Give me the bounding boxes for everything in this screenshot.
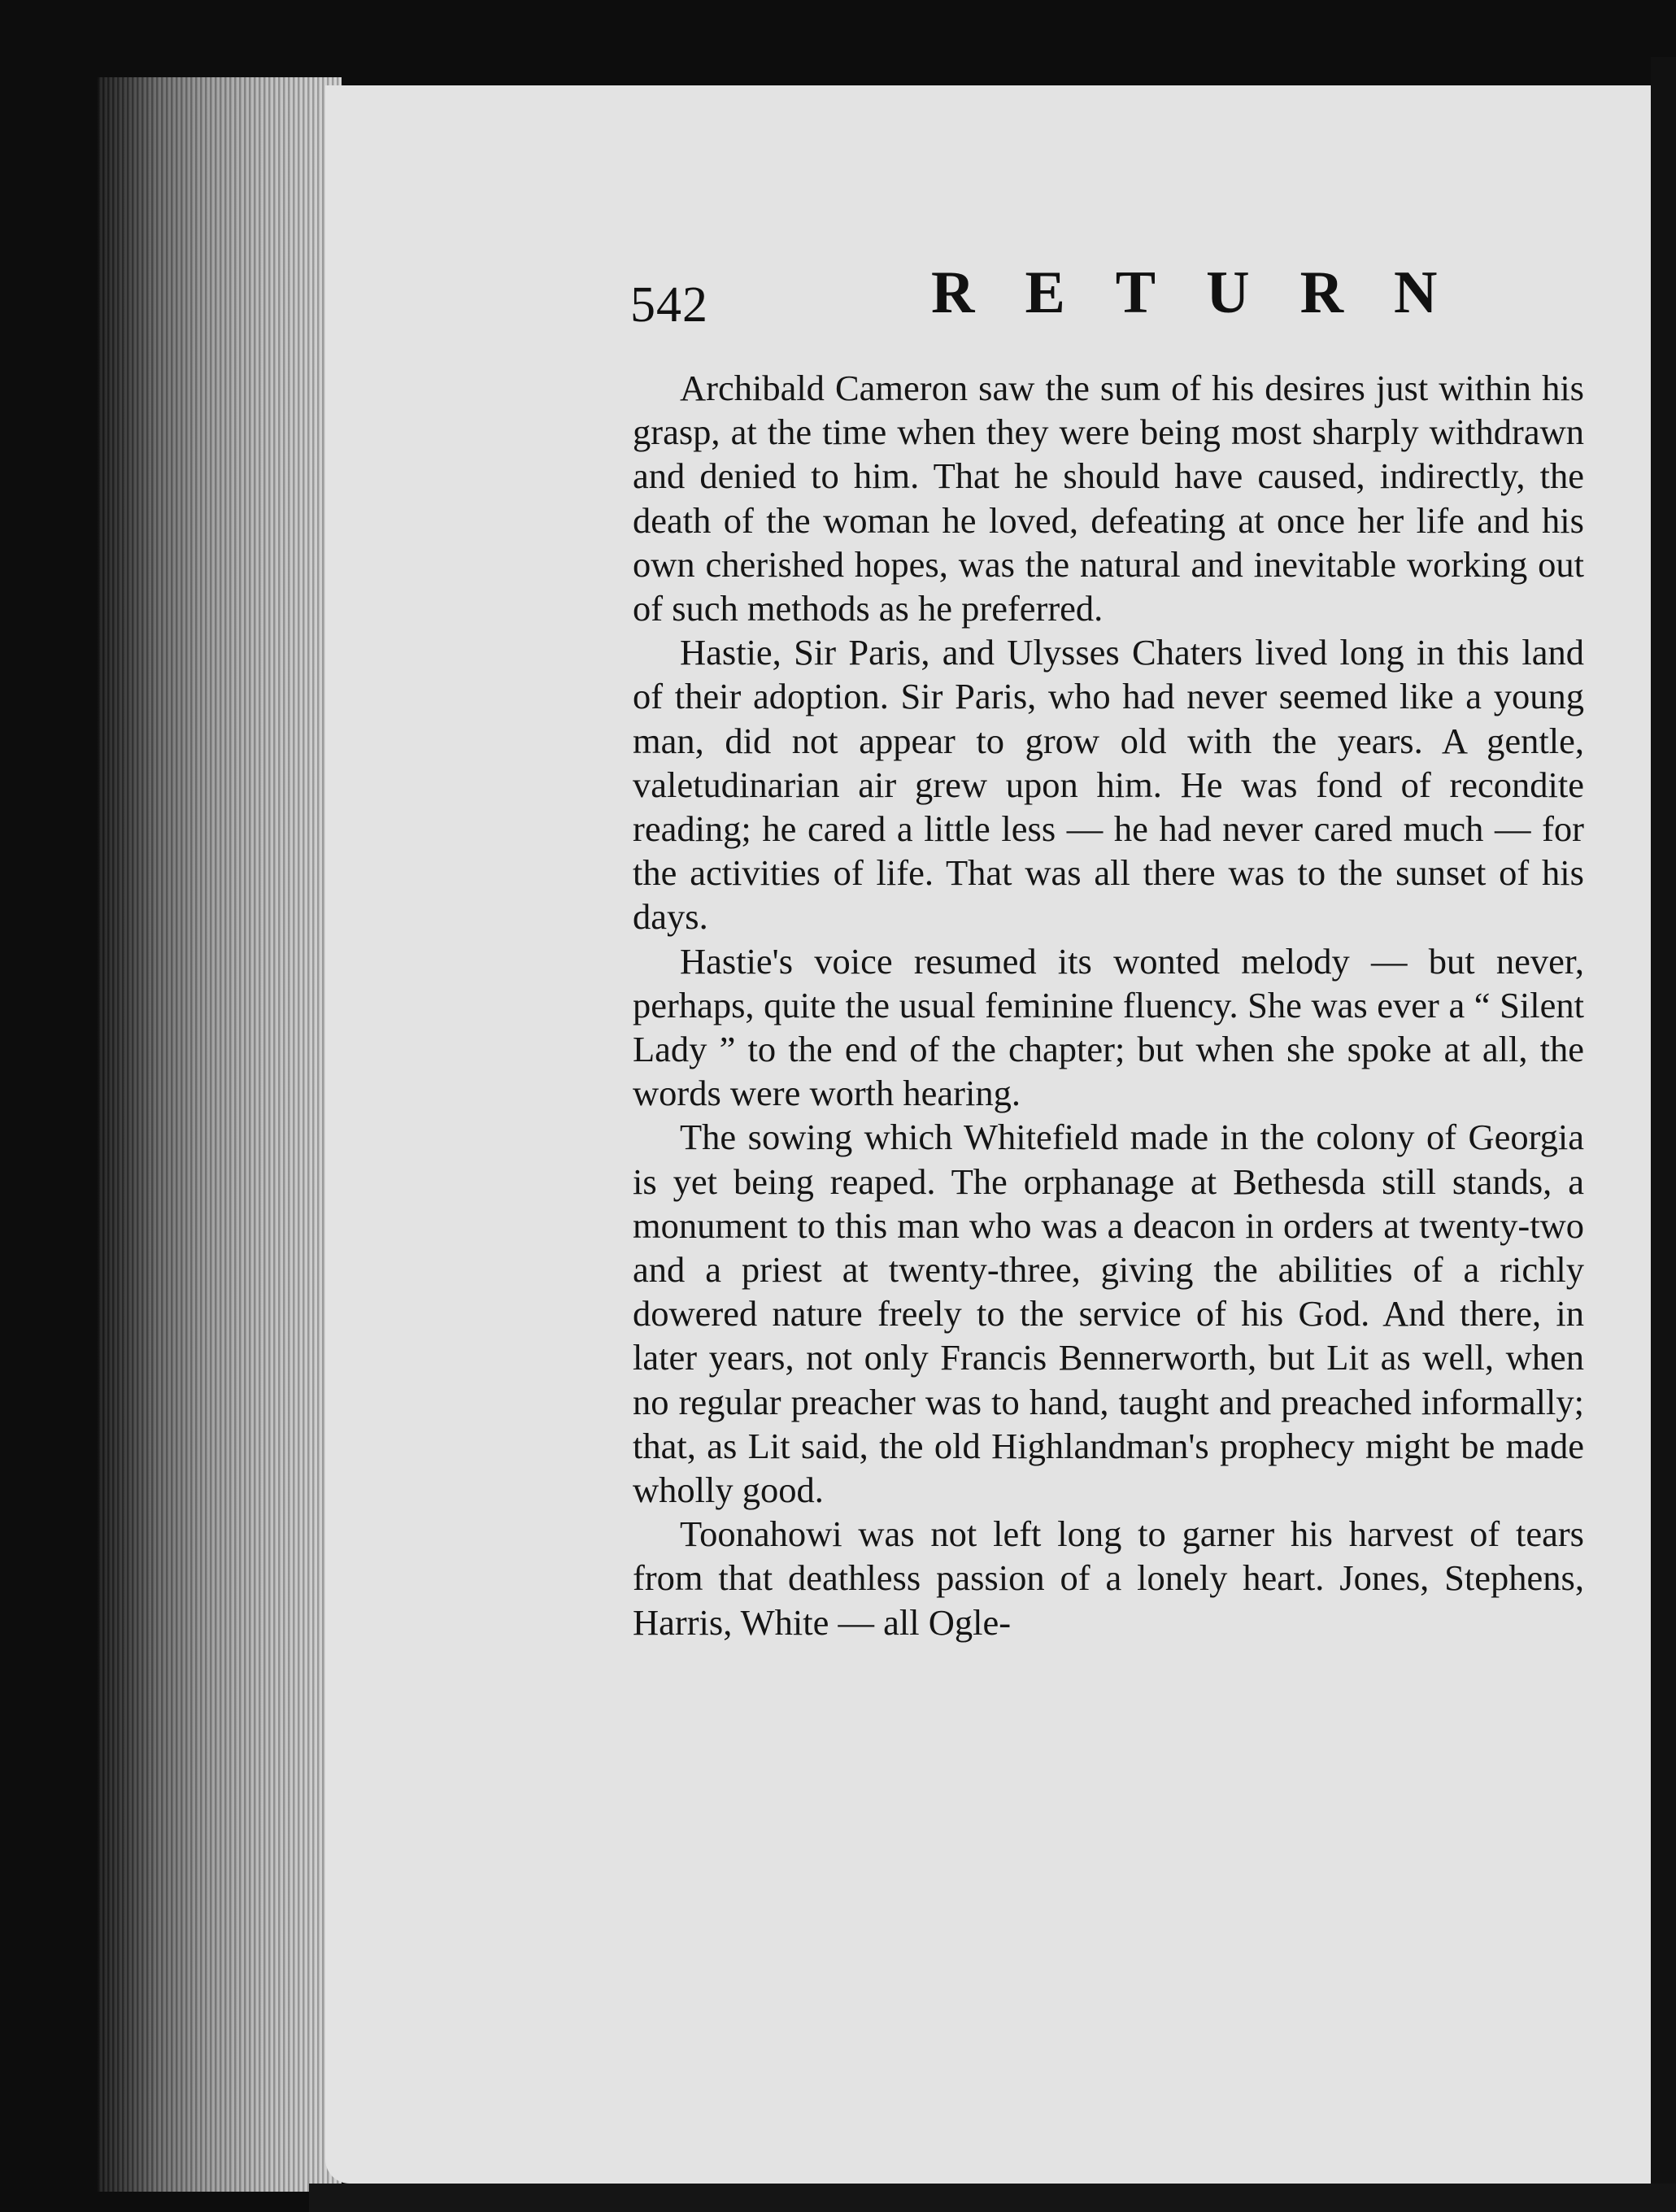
page-number: 542 (630, 277, 708, 333)
body-text (633, 366, 1584, 1644)
paragraph: Toonahowi was not left long to garner his harvest of tears from that deathless passion of a lonely heart. Jones, Stephens, Harris, White — all Ogle- (633, 1513, 1584, 1643)
scan-border-bottom (309, 2184, 1676, 2212)
scan-border-right (1651, 57, 1676, 2212)
page-edge-shadow (98, 77, 342, 2192)
running-title: RETURN (931, 259, 1488, 326)
paragraph: Hastie's voice resumed its wonted melody — but never, perhaps, quite the usual feminine fluency. She was ever a “ Silent Lady ” to the end of the chapter; but when she spoke at all, the words were worth hearing. (633, 940, 1584, 1114)
paragraph: Hastie, Sir Paris, and Ulysses Chaters lived long in this land of their adoption. Sir Paris, who had never seemed like a young man, did not appear to grow old with the years. A gentle, valetudinarian air grew upon him. He was fond of recondite reading; he cared a little less — he had never cared much — for the activities of life. That was all there was to the sunset of his days. (633, 632, 1584, 938)
paragraph: Archibald Cameron saw the sum of his desires just within his grasp, at the time when they were being most sharply withdrawn and denied to him. That he should have caused, indirectly, the death of the woman he loved, defeating at once her life and his own cherished hopes, was the natural and inevitable working out of such methods as he preferred. (633, 368, 1584, 629)
paragraph: The sowing which Whitefield made in the colony of Georgia is yet being reaped. The orphanage at Bethesda still stands, a monument to this man who was a deacon in orders at twenty-two and a priest at twenty-three, giving the abilities of a richly dowered nature freely to the service of his God. And there, in later years, not only Francis Bennerworth, but Lit as well, when no regular preacher was to hand, taught and preached informally; that, as Lit said, the old Highlandman's prophecy might be made wholly good. (633, 1117, 1584, 1511)
running-head (630, 259, 1582, 348)
